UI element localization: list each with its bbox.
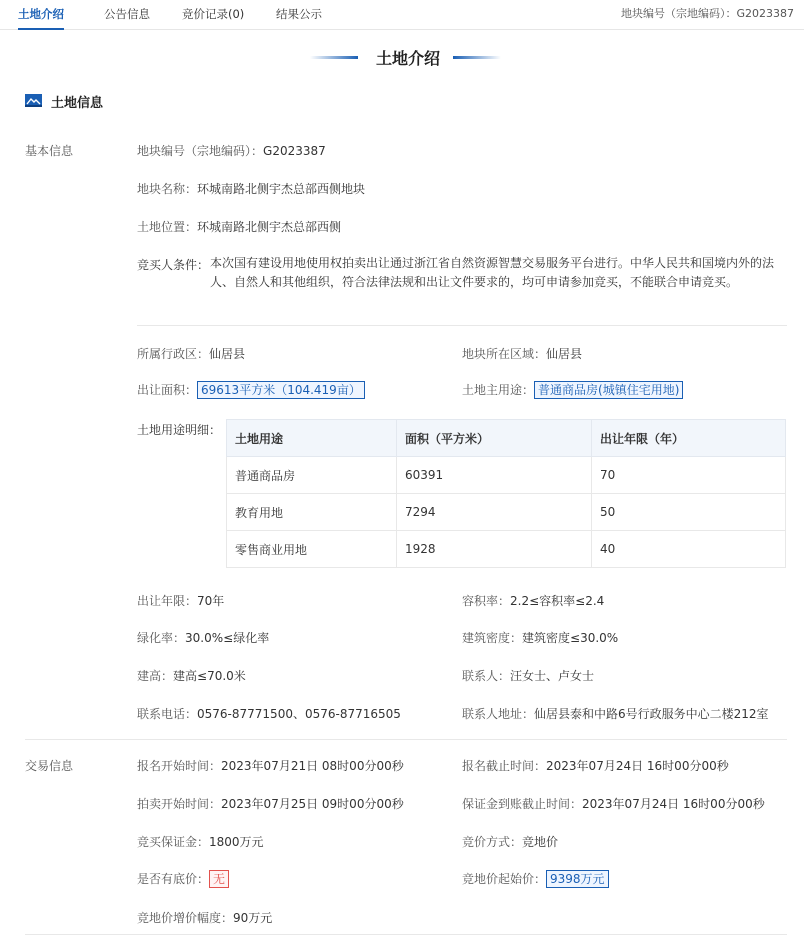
green-value: 30.0%≤绿化率	[185, 631, 270, 645]
header-land-code: 地块编号（宗地编码）：G2023387	[620, 7, 794, 20]
district-value: 仙居县	[209, 347, 246, 361]
land-info-title: 土地信息	[51, 96, 104, 111]
reg-start-value: 2023年07月21日 08时00分00秒	[221, 759, 404, 773]
divider	[25, 934, 787, 935]
land-location-label: 土地位置：	[137, 220, 198, 234]
section-title	[0, 46, 804, 70]
field-purpose	[462, 381, 683, 399]
deposit-deadline-label: 保证金到账截止时间：	[462, 797, 583, 811]
contact-value: 汪女士、卢女士	[510, 669, 595, 683]
reserve-label: 是否有底价：	[137, 872, 210, 886]
green-label: 绿化率：	[137, 631, 186, 645]
table-cell: 普通商品房	[227, 457, 397, 494]
purpose-label: 土地主用途：	[462, 383, 535, 397]
field-reg-end	[462, 757, 729, 774]
land-use-table	[226, 419, 786, 568]
field-auction-start	[137, 795, 404, 812]
auction-start-value: 2023年07月25日 09时00分00秒	[221, 797, 404, 811]
field-deposit	[137, 833, 264, 850]
phone-value: 0576-87771500、0576-87716505	[197, 707, 401, 721]
tab-announcement[interactable]: 公告信息	[104, 7, 150, 21]
field-far	[462, 592, 604, 609]
address-label: 联系人地址：	[462, 707, 535, 721]
reg-end-label: 报名截止时间：	[462, 759, 547, 773]
land-code-value: G2023387	[263, 144, 326, 158]
area-label: 出让面积：	[137, 383, 198, 397]
reserve-value: 无	[209, 870, 229, 888]
density-label: 建筑密度：	[462, 631, 523, 645]
deposit-deadline-value: 2023年07月24日 16时00分00秒	[582, 797, 765, 811]
table-row	[227, 494, 786, 531]
tab-land-intro[interactable]: 土地介绍	[18, 0, 64, 30]
reg-start-label: 报名开始时间：	[137, 759, 222, 773]
increment-label: 竞地价增价幅度：	[137, 911, 234, 925]
bidder-conditions-text: 本次国有建设用地使用权拍卖出让通过浙江省自然资源智慧交易服务平台进行。中华人民共和国境内外的法人、自然人和其他组织，符合法律法规和出让文件要求的，均可申请参加竞买，不能联合申请竞买。	[210, 256, 775, 289]
density-value: 建筑密度≤30.0%	[522, 631, 619, 645]
field-height	[137, 667, 246, 684]
region-label: 地块所在区域：	[462, 347, 547, 361]
reg-end-value: 2023年07月24日 16时00分00秒	[546, 759, 729, 773]
field-deposit-deadline	[462, 795, 765, 812]
far-label: 容积率：	[462, 594, 511, 608]
group-trade-label: 交易信息	[25, 759, 74, 773]
table-header: 面积（平方米）	[397, 420, 592, 457]
field-region	[462, 345, 582, 362]
field-land-location	[137, 218, 341, 235]
bid-method-value: 竞地价	[522, 835, 559, 849]
field-address	[462, 705, 769, 722]
title-decor-right	[453, 56, 501, 59]
group-basic-label: 基本信息	[25, 144, 74, 158]
contact-label: 联系人：	[462, 669, 511, 683]
field-green	[137, 629, 269, 646]
bid-method-label: 竞价方式：	[462, 835, 523, 849]
term-value: 70年	[197, 594, 225, 608]
table-cell: 零售商业用地	[227, 531, 397, 568]
tab-bar	[0, 0, 804, 30]
field-district	[137, 345, 245, 362]
table-header: 土地用途	[227, 420, 397, 457]
land-name-label: 地块名称：	[137, 182, 198, 196]
field-increment	[137, 909, 272, 926]
purpose-value: 普通商品房(城镇住宅用地)	[534, 381, 683, 399]
field-start-price	[462, 870, 609, 888]
land-code-label: 地块编号（宗地编码）：	[137, 144, 264, 158]
table-cell: 教育用地	[227, 494, 397, 531]
field-contact	[462, 667, 594, 684]
start-price-value: 9398万元	[546, 870, 609, 888]
field-phone	[137, 705, 401, 722]
field-term	[137, 592, 224, 609]
bidder-conditions-label: 竞买人条件：	[137, 258, 210, 272]
phone-label: 联系电话：	[137, 707, 198, 721]
region-value: 仙居县	[546, 347, 583, 361]
height-label: 建高：	[137, 669, 174, 683]
tab-bid-records[interactable]: 竞价记录(0)	[182, 7, 245, 21]
land-location-value: 环城南路北侧宇杰总部西侧	[197, 220, 342, 234]
table-cell: 70	[592, 457, 786, 494]
start-price-label: 竞地价起始价：	[462, 872, 547, 886]
landscape-icon	[25, 94, 42, 107]
deposit-label: 竞买保证金：	[137, 835, 210, 849]
table-cell: 1928	[397, 531, 592, 568]
term-label: 出让年限：	[137, 594, 198, 608]
auction-start-label: 拍卖开始时间：	[137, 797, 222, 811]
field-area	[137, 381, 365, 399]
table-row	[227, 457, 786, 494]
table-cell: 7294	[397, 494, 592, 531]
far-value: 2.2≤容积率≤2.4	[510, 594, 605, 608]
land-name-value: 环城南路北侧宇杰总部西侧地块	[197, 182, 366, 196]
divider	[25, 739, 787, 740]
height-value: 建高≤70.0米	[173, 669, 246, 683]
table-header: 出让年限（年）	[592, 420, 786, 457]
field-reserve	[137, 870, 229, 888]
page-title: 土地介绍	[375, 49, 440, 68]
district-label: 所属行政区：	[137, 347, 210, 361]
table-header-row	[227, 420, 786, 457]
address-value: 仙居县泰和中路6号行政服务中心二楼212室	[534, 707, 769, 721]
table-cell: 50	[592, 494, 786, 531]
field-bid-method	[462, 833, 558, 850]
title-decor-left	[310, 56, 358, 59]
table-cell: 40	[592, 531, 786, 568]
table-cell: 60391	[397, 457, 592, 494]
area-value: 69613平方米（104.419亩）	[197, 381, 365, 399]
table-row	[227, 531, 786, 568]
use-detail-label: 土地用途明细：	[137, 423, 222, 437]
increment-value: 90万元	[233, 911, 273, 925]
field-density	[462, 629, 618, 646]
deposit-value: 1800万元	[209, 835, 264, 849]
field-reg-start	[137, 757, 404, 774]
divider	[137, 325, 787, 326]
field-land-code	[137, 142, 326, 159]
field-land-name	[137, 180, 365, 197]
tab-results[interactable]: 结果公示	[276, 7, 322, 21]
